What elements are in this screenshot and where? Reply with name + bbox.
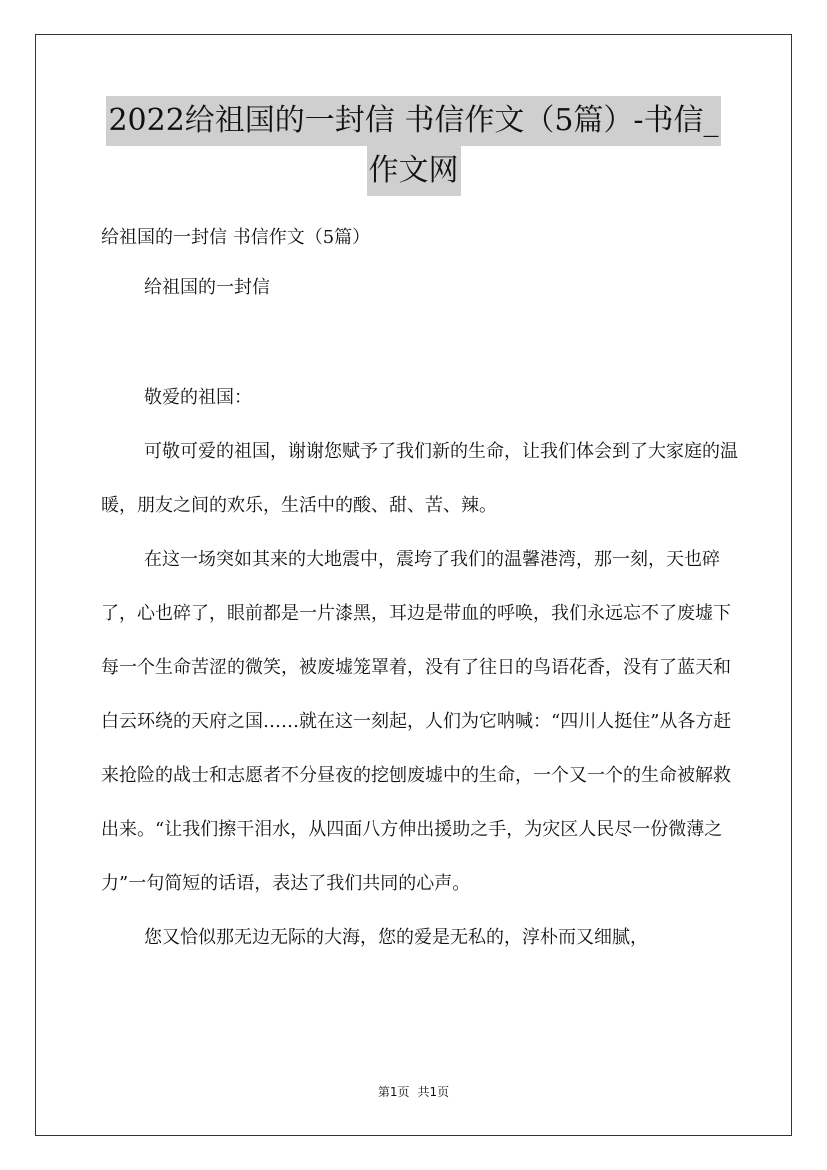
title-line-2: 作文网 [367,146,461,196]
salutation: 敬爱的祖国： [144,387,252,408]
paragraph-1: 可敬可爱的祖国，谢谢您赋予了我们新的生命，让我们体会到了大家庭的温暖，朋友之间的欢乐，生活中的酸、甜、苦、辣。 [101,441,738,516]
paragraph-2: 在这一场突如其来的大地震中，震垮了我们的温馨港湾，那一刻，天也碎了，心也碎了，眼前都是一片漆黑，耳边是带血的呼唤，我们永远忘不了废墟下每一个生命苦涩的微笑，被废墟笼罩着，没有了往日的鸟语花香，没有了蓝天和白云环绕的天府之国……就在这一刻起，人们为它呐喊：“四川人挺住”从各方赶来抢险的战士和志愿者不分昼夜的挖刨废墟中的生命，一个又一个的生命被解救出来。“让我们擦干泪水，从四面八方伸出援助之手，为灾区人民尽一份微薄之力”一句简短的话语，表达了我们共同的心声。 [101,549,732,894]
page-footer [0,1083,827,1100]
section-heading: 给祖国的一封信 [144,277,270,298]
subtitle: 给祖国的一封信 书信作文（5篇） [101,227,371,248]
page-total: 共1页 [417,1085,450,1099]
blank-line [101,315,741,371]
document-body [101,215,741,965]
document-title [0,96,827,196]
paragraph-3: 您又恰似那无边无际的大海，您的爱是无私的，淳朴而又细腻， [144,927,648,948]
page-number: 第1页 [377,1085,410,1099]
title-line-1: 2022给祖国的一封信 书信作文（5篇）-书信_ [106,96,720,146]
